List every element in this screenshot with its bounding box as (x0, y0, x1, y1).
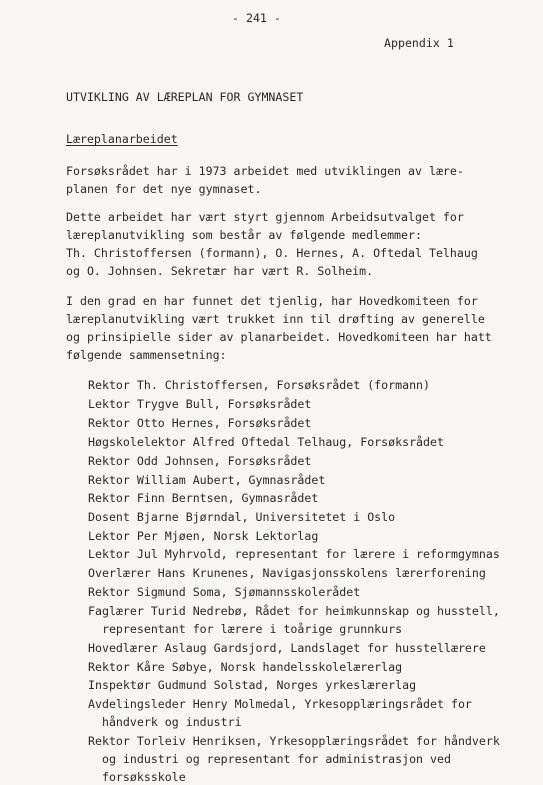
paragraph-line: Dette arbeidet har vært styrt gjennom Arbeidsutvalget for (66, 210, 464, 224)
member-line: og industri og representant for administrasjon ved (88, 752, 451, 766)
paragraph-line: Th. Christoffersen (formann), O. Hernes, A. Oftedal Telhaug (66, 246, 478, 260)
paragraph-line: Forsøksrådet har i 1973 arbeidet med utviklingen av lære- (66, 164, 464, 178)
member-line: Lektor Per Mjøen, Norsk Lektorlag (88, 529, 319, 543)
member-line: Overlærer Hans Krunenes, Navigasjonsskolens lærerforening (88, 566, 486, 580)
paragraph-line: læreplanutvikling som består av følgende medlemmer: (66, 228, 422, 242)
paragraph-line: og prinsipielle sider av planarbeidet. Hovedkomiteen har hatt (66, 330, 492, 344)
appendix-label: Appendix 1 (384, 36, 454, 50)
member-line: Rektor Torleiv Henriksen, Yrkesopplæringsrådet for håndverk (88, 734, 500, 748)
page-number: - 241 - (232, 11, 281, 25)
member-line: Rektor Odd Johnsen, Forsøksrådet (88, 454, 312, 468)
paragraph-line: I den grad en har funnet det tjenlig, har Hovedkomiteen for (66, 294, 478, 308)
member-line: Avdelingsleder Henry Molmedal, Yrkesopplæringsrådet for (88, 697, 472, 711)
member-line: Inspektør Gudmund Solstad, Norges yrkeslærerlag (88, 678, 417, 692)
member-line: Rektor William Aubert, Gymnasrådet (88, 473, 326, 487)
member-line: representant for lærere i toårige grunnkurs (88, 622, 403, 636)
paragraph-line: og O. Johnsen. Sekretær har vært R. Solheim. (66, 264, 374, 278)
member-line: Rektor Finn Berntsen, Gymnasrådet (88, 491, 319, 505)
section-heading: Læreplanarbeidet (66, 132, 178, 146)
member-line: Rektor Sigmund Soma, Sjømannsskolerådet (88, 585, 361, 599)
member-line: Høgskolelektor Alfred Oftedal Telhaug, Forsøksrådet (88, 435, 444, 449)
member-line: Dosent Bjarne Bjørndal, Universitetet i Oslo (88, 510, 396, 524)
paragraph-line: følgende sammensetning: (66, 348, 227, 362)
member-line: forsøksskole (88, 770, 186, 784)
document-title: UTVIKLING AV LÆREPLAN FOR GYMNASET (66, 90, 304, 104)
member-line: Lektor Jul Myhrvold, representant for lærere i reformgymnas (88, 547, 500, 561)
member-line: Rektor Kåre Søbye, Norsk handelsskolelærerlag (88, 660, 403, 674)
paragraph-line: planen for det nye gymnaset. (66, 182, 262, 196)
member-line: håndverk og industri (88, 715, 242, 729)
member-line: Hovedlærer Aslaug Gardsjord, Landslaget for husstellærere (88, 641, 486, 655)
member-line: Faglærer Turid Nedrebø, Rådet for heimkunnskap og husstell, (88, 604, 500, 618)
member-line: Lektor Trygve Bull, Forsøksrådet (88, 397, 312, 411)
paragraph-line: læreplanutvikling vært trukket inn til drøfting av generelle (66, 312, 485, 326)
member-line: Rektor Otto Hernes, Forsøksrådet (88, 416, 312, 430)
member-line: Rektor Th. Christoffersen, Forsøksrådet (formann) (88, 378, 431, 392)
